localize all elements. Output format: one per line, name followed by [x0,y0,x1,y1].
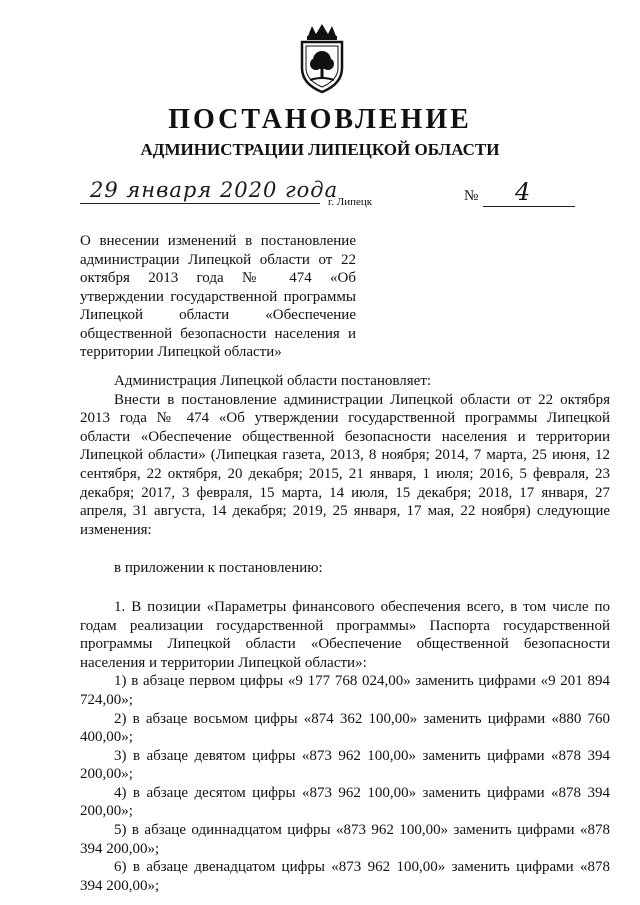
list-item: 3) в абзаце девятом цифры «873 962 100,00» заменить цифрами «878 394 200,00»; [80,747,610,783]
number-label: № [464,188,479,204]
document-title: ПОСТАНОВЛЕНИЕ [168,104,472,135]
document-issuer: АДМИНИСТРАЦИИ ЛИПЕЦКОЙ ОБЛАСТИ [140,140,500,159]
body-paragraph: Внести в постановление администрации Липецкой области от 22 октября 2013 года № 474 «Об утверждении государственной программы Липецкой области «Обеспечение общественной безопасности населения и территории Липецкой области» (Липецкая газета, 2013, 8 ноября; 2014, 7 марта, 25 июня, 12 сентября, 22 октября, 20 декабря; 2015, 21 января, 1 июля; 2016, 5 февраля, 23 декабря; 2017, 3 февраля, 15 марта, 14 июля, 15 декабря; 2018, 17 января, 27 апреля, 31 августа, 14 декабря; 2019, 25 января, 17 мая, 22 ноября) следующие изменения: [80,391,610,538]
list-item: 2) в абзаце восьмом цифры «874 362 100,00» заменить цифрами «880 760 400,00»; [80,710,610,746]
list-item: 1) в абзаце первом цифры «9 177 768 024,00» заменить цифрами «9 201 894 724,00»; [80,673,610,708]
body-paragraph: Администрация Липецкой области постановляет: [114,373,432,389]
body-paragraph: в приложении к постановлению: [114,560,323,577]
document-subject: О внесении изменений в постановление администрации Липецкой области от 22 октября 2013 года № 474 «Об утверждении государственной программы Липецкой области «Обеспечение общественной безопасности населения и территории Липецкой области» [80,233,356,360]
list-item: 5) в абзаце одиннадцатом цифры «873 962 100,00» заменить цифрами «878 394 200,00»; [80,822,610,857]
city-label: г. Липецк [328,196,373,208]
coat-of-arms-icon [296,22,348,94]
date-underline [80,203,320,204]
body-paragraph: 1. В позиции «Параметры финансового обеспечения всего, в том числе по годам реализации государственной программы» Паспорта государственной программы Липецкой области «Обеспечение общественной безопасности населения и территории Липецкой области»: [80,598,610,671]
document-body [80,372,610,895]
list-item: 6) в абзаце двенадцатом цифры «873 962 100,00» заменить цифрами «878 394 200,00»; [80,859,610,894]
handwritten-date: 29 января 2020 года [90,178,339,202]
list-item: 4) в абзаце десятом цифры «873 962 100,00» заменить цифрами «878 394 200,00»; [80,784,610,820]
number-underline [483,206,575,207]
handwritten-number: 4 [515,178,531,206]
